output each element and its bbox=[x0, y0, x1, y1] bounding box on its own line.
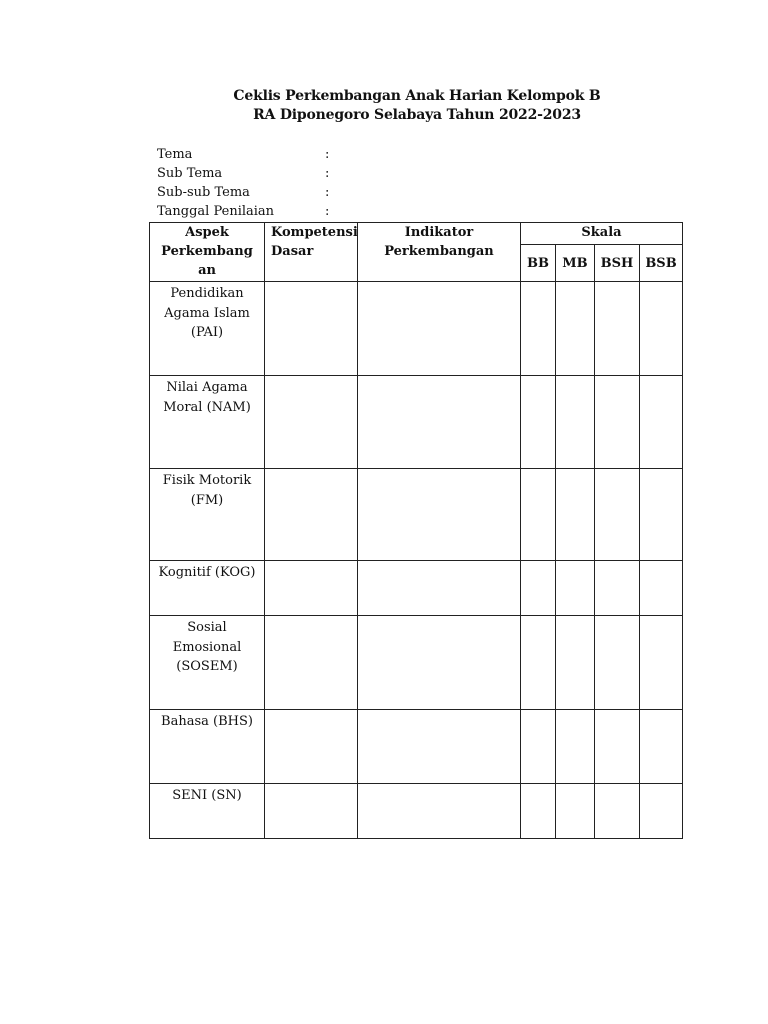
meta-colon: : bbox=[325, 166, 330, 181]
kompetensi-cell bbox=[265, 469, 358, 561]
kompetensi-cell bbox=[265, 282, 358, 376]
bb-cell bbox=[521, 376, 556, 469]
meta-row-sub-sub-tema bbox=[157, 183, 329, 202]
header-bsh: BSH bbox=[595, 245, 640, 282]
meta-colon: : bbox=[325, 185, 330, 200]
indikator-cell bbox=[358, 561, 521, 616]
checklist-table bbox=[149, 222, 683, 839]
kompetensi-cell bbox=[265, 710, 358, 784]
mb-cell bbox=[556, 616, 595, 710]
header-indikator: Indikator Perkembangan bbox=[358, 223, 521, 282]
document-title-line-2: RA Diponegoro Selabaya Tahun 2022-2023 bbox=[253, 107, 581, 123]
table-row bbox=[150, 784, 683, 839]
bsh-cell bbox=[595, 376, 640, 469]
indikator-cell bbox=[358, 282, 521, 376]
meta-row-tanggal-penilaian bbox=[157, 202, 329, 221]
bb-cell bbox=[521, 616, 556, 710]
bsb-cell bbox=[640, 710, 683, 784]
mb-cell bbox=[556, 561, 595, 616]
indikator-cell bbox=[358, 469, 521, 561]
bsb-cell bbox=[640, 561, 683, 616]
document-title-line-1: Ceklis Perkembangan Anak Harian Kelompok B bbox=[233, 88, 601, 104]
header-bsb: BSB bbox=[640, 245, 683, 282]
mb-cell bbox=[556, 710, 595, 784]
kompetensi-cell bbox=[265, 616, 358, 710]
bsh-cell bbox=[595, 784, 640, 839]
meta-colon: : bbox=[325, 147, 330, 162]
meta-row-sub-tema bbox=[157, 164, 329, 183]
mb-cell bbox=[556, 784, 595, 839]
header-kompetensi: Kompetensi Dasar bbox=[265, 223, 358, 282]
header-mb: MB bbox=[556, 245, 595, 282]
bsh-cell bbox=[595, 561, 640, 616]
kompetensi-cell bbox=[265, 784, 358, 839]
bb-cell bbox=[521, 469, 556, 561]
bsb-cell bbox=[640, 616, 683, 710]
meta-label: Sub-sub Tema bbox=[157, 185, 250, 200]
aspek-cell: Kognitif (KOG) bbox=[150, 561, 265, 616]
aspek-cell: Bahasa (BHS) bbox=[150, 710, 265, 784]
table-row bbox=[150, 376, 683, 469]
aspek-cell: Sosial Emosional (SOSEM) bbox=[150, 616, 265, 710]
mb-cell bbox=[556, 469, 595, 561]
header-aspek: Aspek Perkembangan bbox=[150, 223, 265, 282]
bsb-cell bbox=[640, 376, 683, 469]
mb-cell bbox=[556, 376, 595, 469]
meta-row-tema bbox=[157, 145, 329, 164]
aspek-cell: Nilai Agama Moral (NAM) bbox=[150, 376, 265, 469]
header-skala: Skala bbox=[521, 223, 683, 245]
meta-label: Sub Tema bbox=[157, 166, 223, 181]
bsb-cell bbox=[640, 282, 683, 376]
indikator-cell bbox=[358, 616, 521, 710]
bsh-cell bbox=[595, 282, 640, 376]
table-row bbox=[150, 469, 683, 561]
meta-label: Tema bbox=[157, 147, 193, 162]
indikator-cell bbox=[358, 784, 521, 839]
aspek-cell: Pendidikan Agama Islam (PAI) bbox=[150, 282, 265, 376]
bsh-cell bbox=[595, 710, 640, 784]
header-row bbox=[150, 223, 683, 245]
table-row bbox=[150, 710, 683, 784]
table-row bbox=[150, 616, 683, 710]
bsb-cell bbox=[640, 469, 683, 561]
aspek-cell: SENI (SN) bbox=[150, 784, 265, 839]
bsh-cell bbox=[595, 469, 640, 561]
meta-colon: : bbox=[325, 204, 330, 219]
mb-cell bbox=[556, 282, 595, 376]
bb-cell bbox=[521, 282, 556, 376]
bsh-cell bbox=[595, 616, 640, 710]
indikator-cell bbox=[358, 710, 521, 784]
indikator-cell bbox=[358, 376, 521, 469]
table-row bbox=[150, 561, 683, 616]
header-bb: BB bbox=[521, 245, 556, 282]
bb-cell bbox=[521, 784, 556, 839]
meta-label: Tanggal Penilaian bbox=[157, 204, 275, 219]
aspek-cell: Fisik Motorik (FM) bbox=[150, 469, 265, 561]
bsb-cell bbox=[640, 784, 683, 839]
table-row bbox=[150, 282, 683, 376]
bb-cell bbox=[521, 710, 556, 784]
kompetensi-cell bbox=[265, 376, 358, 469]
bb-cell bbox=[521, 561, 556, 616]
kompetensi-cell bbox=[265, 561, 358, 616]
